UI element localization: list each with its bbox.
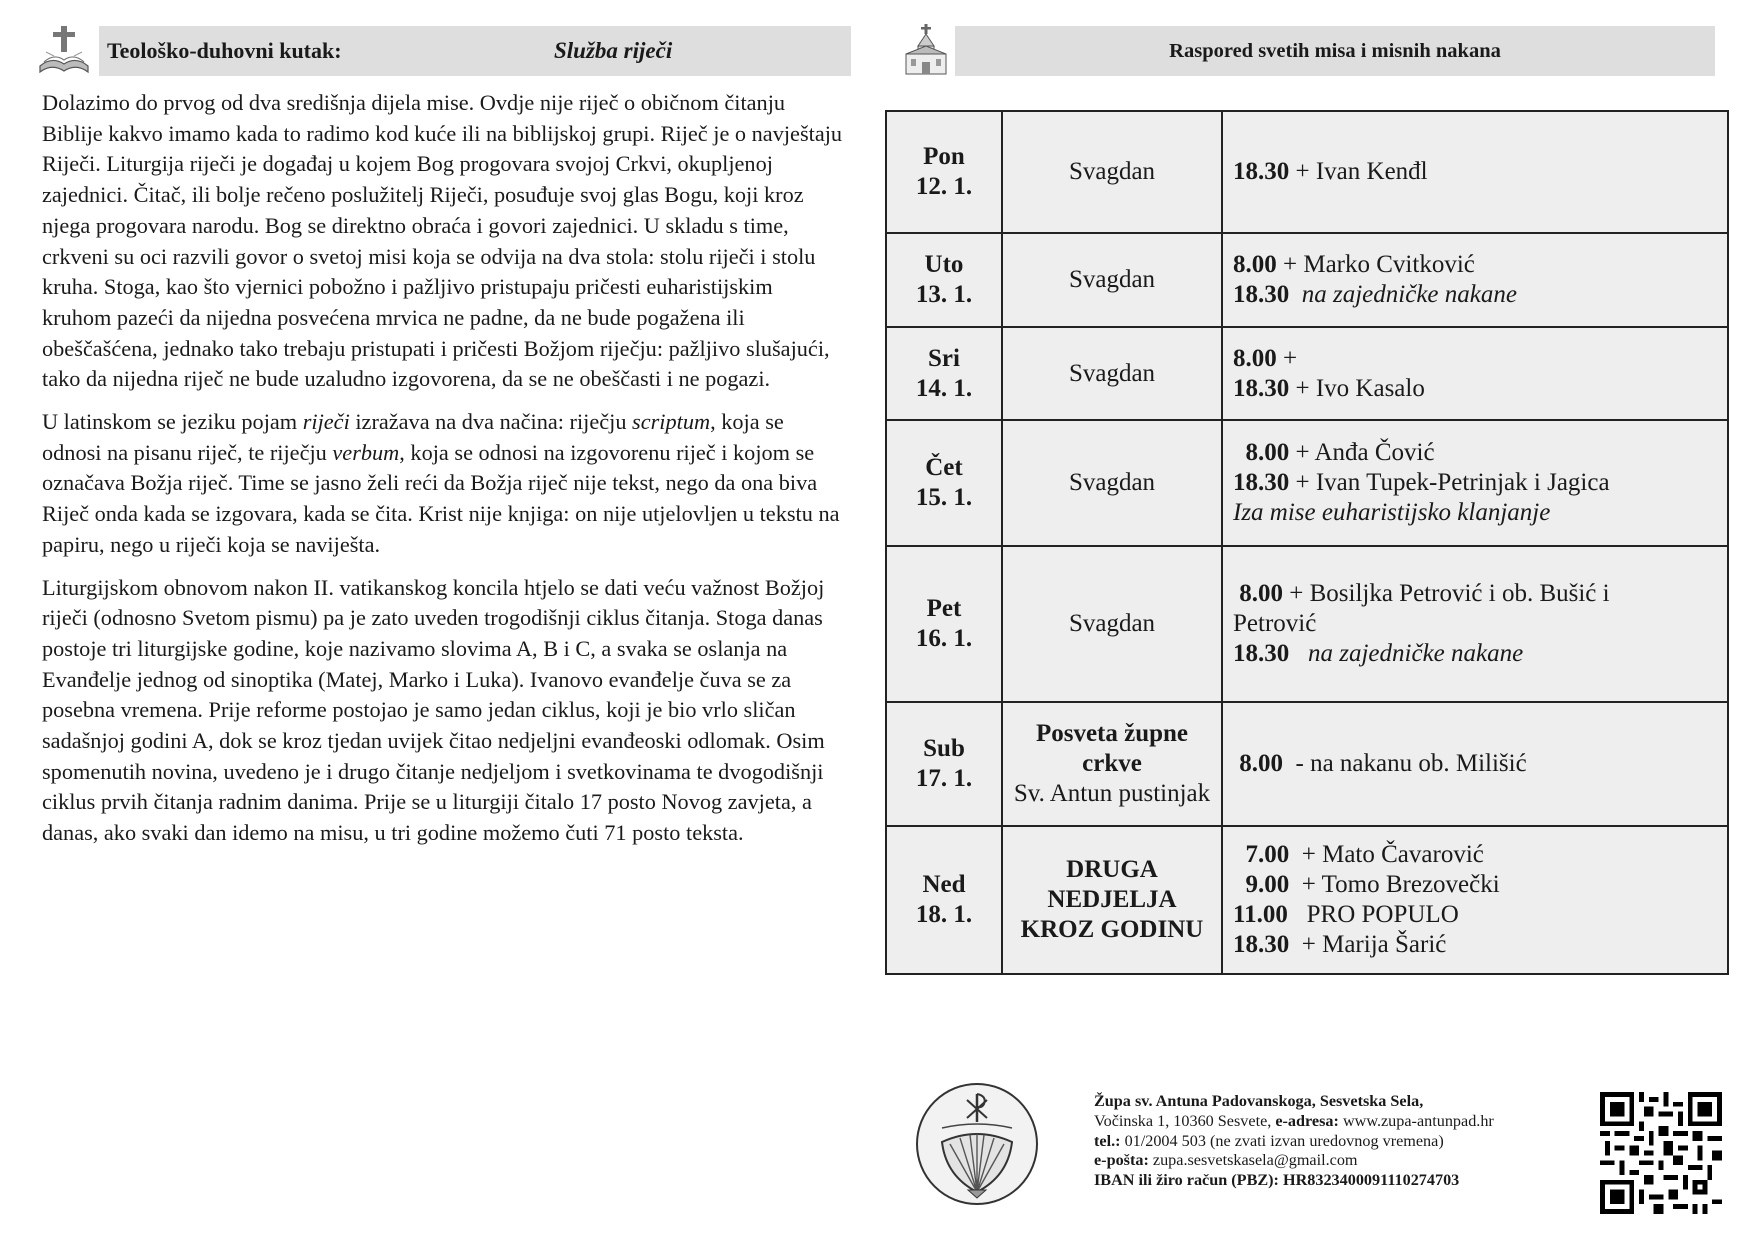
right-header-icon [896,22,956,78]
section-label: Teološko-duhovni kutak: [107,38,342,63]
phone-number: 01/2004 503 (ne zvati izvan uredovnog vremena) [1124,1131,1444,1150]
celebration-cell: Svagdan [1002,327,1222,420]
parish-name: Župa sv. Antuna Padovanskoga, Sesvetska Sela, [1094,1092,1424,1110]
day-cell: Pon 12. 1. [886,111,1002,233]
schedule-row-sri [886,327,1728,420]
parish-address: Vočinska 1, 10360 Sesvete, [1094,1111,1272,1130]
celebration-cell: Svagdan [1002,546,1222,702]
article-body [42,88,844,861]
celebration-cell: DRUGA NEDJELJA KROZ GODINU [1002,826,1222,974]
mass-cell: 18.30 + Ivan Kenđl [1222,111,1728,233]
mass-schedule-table [885,110,1729,975]
iban: IBAN ili žiro račun (PBZ): HR8323400091110274703 [1094,1171,1460,1190]
day-cell: Sri 14. 1. [886,327,1002,420]
schedule-row-uto [886,233,1728,327]
mass-cell: 7.00 + Mato Čavarović 9.00 + Tomo Brezovečki 11.00 PRO POPULO 18.30 + Marija Šarić [1222,826,1728,974]
schedule-row-pon [886,111,1728,233]
celebration-cell: Posveta župne crkve Sv. Antun pustinjak [1002,702,1222,826]
left-section-header [99,26,851,76]
schedule-row-sub [886,702,1728,826]
schedule-row-cet [886,420,1728,546]
right-section-header [955,26,1715,76]
qr-code-icon [1600,1092,1722,1214]
article-paragraph-3: Liturgijskom obnovom nakon II. vatikanskog koncila htjelo se dati veću važnost Božjoj riječi (odnosno Svetom pismu) pa je zato uveden trogodišnji ciklus čitanja. Stoga danas postoje tri liturgijske godine, koje nazivamo slovima A, B i C, a svaka se oslanja na Evanđelje jednog od sinoptika (Matej, Marko i Luka). Ivanovo evanđelje čuva se za posebna vremena. Prije reforme postojao je samo jedan ciklus, koji je bio vrlo sličan sadašnjoj godini A, dok se kroz tjedan uvijek čitao nedjeljni evanđeoski odlomak. Osim spomenutih novina, uvedeno je i drugo čitanje nedjeljom i svetkovinama te dvogodišnji ciklus prvih čitanja radnim danima. Prije se u liturgiji čitalo 17 posto Novog zavjeta, a danas, ako svaki dan idemo na misu, u tri godine možemo čuti 71 posto teksta. [42,574,825,846]
schedule-row-ned [886,826,1728,974]
website-link[interactable]: www.zupa-antunpad.hr [1342,1111,1494,1130]
day-cell: Čet 15. 1. [886,420,1002,546]
mass-cell: 8.00 + Marko Cvitković 18.30 na zajedničke nakane [1222,233,1728,327]
article-title: Služba riječi [554,38,673,63]
mass-cell: 8.00 + Anđa Čović 18.30 + Ivan Tupek-Petrinjak i Jagica Iza mise euharistijsko klanjanje [1222,420,1728,546]
day-cell: Uto 13. 1. [886,233,1002,327]
celebration-cell: Svagdan [1002,111,1222,233]
day-cell: Ned 18. 1. [886,826,1002,974]
article-paragraph-2: U latinskom se jeziku pojam riječi izražava na dva načina: riječju scriptum, koja se odnosi na pisanu riječ, te riječju verbum, koja se odnosi na izgovorenu riječ i kojom se označava Božja riječ. Time se jasno želi reći da Božja riječ nije tekst, nego da ona biva Riječ onda kada se izgovara, kada se čita. Krist nije knjiga: on nije utjelovljen u tekstu na papiru, nego u riječi koja se naviješta. [42,409,840,557]
mass-cell: 8.00 + 18.30 + Ivo Kasalo [1222,327,1728,420]
parish-contact-info: Župa sv. Antuna Padovanskoga, Sesvetska Sela, Vočinska 1, 10360 Sesvete, e-adresa: www.zupa-antunpad.hr tel.: 01/2004 503 (ne zvati izvan uredovnog vremena) e-pošta: zupa.sesvetskasela@gmail.com IBAN ili žiro račun (PBZ): HR8323400091110274703 [1094,1092,1494,1190]
left-header-icon [34,22,94,78]
mass-cell: 8.00 + Bosiljka Petrović i ob. Bušić i Petrović 18.30 na zajedničke nakane [1222,546,1728,702]
article-paragraph-1: Dolazimo do prvog od dva središnja dijela mise. Ovdje nije riječ o običnom čitanju Biblije kakvo imamo kada to radimo kod kuće ili na biblijskoj grupi. Riječ je o navještaju Riječi. Liturgija riječi je događaj u kojem Bog progovara svojoj Crkvi, okupljenoj zajednici. Čitač, ili bolje rečeno poslužitelj Riječi, posuđuje svoj glas Bogu, koji kroz njega progovara narodu. Bog se direktno obraća i govori zajednici. U skladu s time, crkveni su oci razvili govor o svetoj misi koja se odvija na dva stola: stolu riječi i stolu kruha. Stoga, kao što vjernici pobožno i pažljivo pristupaju pričesti euharistijskim kruhom pazeći da nijedna posvećena mrvica ne padne, da ne bude pogažena ili obeščašćena, jednako tako trebaju pristupati i pričesti Božjom riječju: pažljivo slušajući, tako da nijedna riječ ne bude uzaludno izgovorena, da se ne obeščasti i ne pogazi. [42,90,843,392]
schedule-row-pet [886,546,1728,702]
mass-cell: 8.00 - na nakanu ob. Milišić [1222,702,1728,826]
parish-logo [912,1080,1042,1208]
day-cell: Pet 16. 1. [886,546,1002,702]
email-address[interactable]: zupa.sesvetskasela@gmail.com [1152,1151,1358,1170]
day-cell: Sub 17. 1. [886,702,1002,826]
schedule-title: Raspored svetih misa i misnih nakana [1169,40,1501,62]
celebration-cell: Svagdan [1002,420,1222,546]
celebration-cell: Svagdan [1002,233,1222,327]
